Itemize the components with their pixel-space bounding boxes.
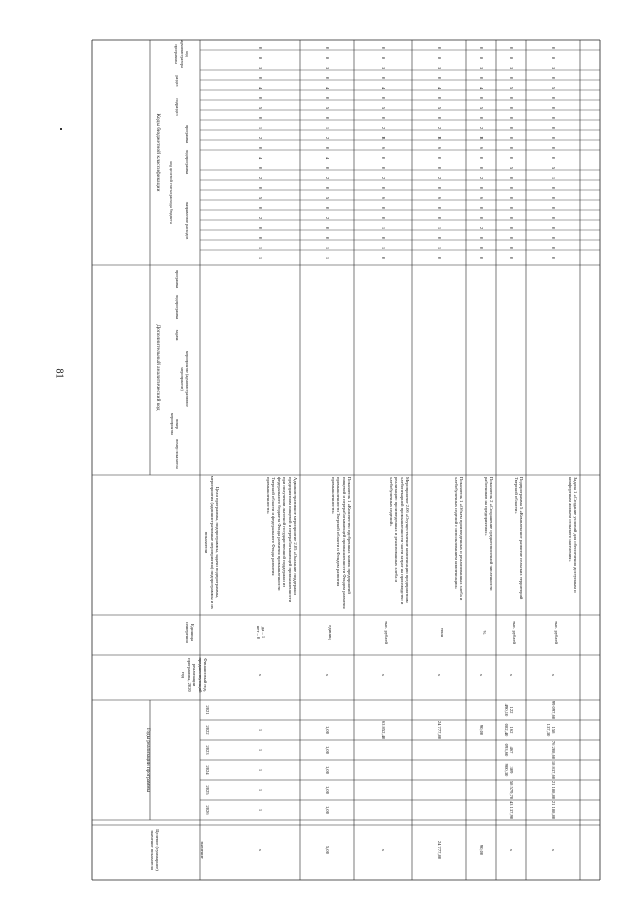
code-digit: 0 [381,96,386,100]
code-digit: 0 [325,96,330,100]
row-target: х [509,848,514,852]
row-base: х [509,673,514,677]
code-digit: 3 [509,66,514,70]
code-digit: 1 [258,126,263,130]
page-number: 81 [53,368,65,379]
code-digit: 3 [479,66,484,70]
code-digit: 3 [325,66,330,70]
code-digit: 0 [437,96,442,100]
code-digit: 6 [479,146,484,150]
row-name: Подпрограмма 5 «Комплексное развитие сельских территорий Тверской области» [513,477,524,601]
year-column-header: 2022 [205,725,210,735]
code-digit: 0 [258,206,263,210]
year-column-header: 2021 [205,705,210,715]
program-table [92,40,600,880]
code-digit: 0 [479,186,484,190]
code-digit: 0 [551,216,556,220]
row-year-value [434,700,442,720]
row-target: 24 777,80 [437,840,442,860]
row-year-value: 1 [258,728,263,732]
code-digit: 0 [551,246,556,250]
code-digit: 1 [437,246,442,250]
row-year-value: 90,00 [479,724,484,736]
code-digit: 5 [551,86,556,90]
code-digit: 0 [437,76,442,80]
code-digit: 0 [437,236,442,240]
row-year-value [322,700,330,720]
code-digit: 0 [479,156,484,160]
code-digit: 4 [437,86,442,90]
row-year-value: 21 188,80 [551,800,556,820]
code-digit: 8 [479,56,484,60]
code-digit: 5 [325,106,330,110]
code-digit: 8 [509,56,514,60]
code-digit: 0 [258,166,263,170]
row-target: 90,00 [479,844,484,856]
row-unit: тонн [440,627,445,638]
code-digit: 5 [258,106,263,110]
code-digit: 0 [325,236,330,240]
row-year-value: 76 208,60 [551,740,556,760]
code-digit: 0 [381,166,386,170]
header-ad-activity: мероприятие (административное мероприятие) [179,350,190,409]
code-digit: 1 [551,176,556,180]
code-digit: 0 [258,146,263,150]
code-digit: 0 [551,146,556,150]
code-digit: 0 [437,156,442,160]
code-digit: 0 [479,236,484,240]
code-digit: 0 [381,116,386,120]
code-digit: 5 [479,106,484,110]
code-digit: 0 [258,76,263,80]
code-digit: 0 [479,256,484,260]
code-digit: 0 [551,76,556,80]
code-digit: 2 [479,126,484,130]
code-digit: 5 [381,106,386,110]
code-digit: 0 [381,236,386,240]
code-digit: 8 [437,56,442,60]
code-digit: 8 [551,56,556,60]
code-digit: 1 [437,226,442,230]
code-digit: 0 [509,226,514,230]
row-year-value: 122 490,10 [503,703,514,717]
row-name: Административное мероприятие 2.05 «Оказание поддержки предприятиям пищевой и перерабатывающей промышленности при получении льготной государственной поддержки из федерального бюджета Фонда развития промышленности Тверской области и федерального Фонда развития промышленности» [265,477,298,604]
row-year-value: 21 188,80 [551,780,556,800]
header-ad-subprogram: подпрограмма [175,294,180,320]
code-digit: 0 [509,206,514,210]
row-name: Показатель 1 «Количество одобренных заявок предприятий пищевой и перерабатывающей промышленности Фондом развития промышленности Тверской области и Фондом развития промышленности» [330,477,352,610]
code-digit: 0 [551,106,556,110]
row-unit: единиц [328,625,333,640]
code-digit: 0 [551,186,556,190]
year-column-header: 2023 [205,745,210,755]
row-year-value: 63 852,40 [381,720,386,740]
code-digit: 0 [479,246,484,250]
row-name: Мероприятие 2.06 «Осуществление компенсации предприятиям хлебопекарной промышленности части затрат на производство и реализацию произведенных и реализованных хлеба и хлебобулочных изделий» [388,477,410,606]
code-digit: R [381,136,386,140]
code-digit: 3 [551,66,556,70]
header-section: раздел [175,75,180,87]
code-digit: 0 [509,116,514,120]
row-base: х [479,673,484,677]
code-digit: 0 [551,96,556,100]
code-digit: 8 [258,56,263,60]
code-digit: R [479,136,484,140]
code-digit: 4 [258,86,263,90]
code-digit: 0 [509,96,514,100]
code-digit: 1 [325,256,330,260]
code-digit: 1 [258,256,263,260]
code-digit: 6 [437,146,442,150]
header-target-article: код целевой статьи расхода бюджета [169,161,174,224]
row-year-value [378,780,386,800]
code-digit: 0 [479,96,484,100]
code-digit: 5 [325,196,330,200]
code-digit: 0 [437,116,442,120]
code-digit: 0 [551,136,556,140]
row-target: х [551,848,556,852]
code-digit: 0 [509,186,514,190]
code-digit: 0 [381,46,386,50]
row-year-value [476,800,484,820]
code-digit: 0 [258,186,263,190]
row-year-value: 158 137,30 [545,723,556,737]
code-digit: 6 [479,196,484,200]
header-budget-codes: Коды бюджетной классификации [155,113,161,192]
code-digit: 2 [381,176,386,180]
code-digit: 0 [325,226,330,230]
row-year-value [255,700,263,720]
code-digit: 1 [258,246,263,250]
header-target: Целевое (суммарное) значение показателя [149,829,160,872]
code-digit: 2 [479,176,484,180]
code-digit: R [437,136,442,140]
code-digit: 0 [258,226,263,230]
code-digit: 0 [479,76,484,80]
header-goals: Цели программы, подпрограммы, задачи подпрограммы, мероприятия (административные мероприятия) подпрограммы и их показатели [204,475,220,611]
header-ad-event-no: номер мероприятия [169,412,180,436]
code-digit: 0 [437,206,442,210]
header-unit: Единица измерения [184,622,195,643]
row-year-value [434,780,442,800]
code-digit: 0 [551,46,556,50]
row-year-value [378,740,386,760]
row-year-value: 1 [258,768,263,772]
code-digit: 2 [258,176,263,180]
code-digit: 0 [258,116,263,120]
code-digit: 0 [509,46,514,50]
code-digit: 0 [479,166,484,170]
row-unit: тыс. рублей [554,621,559,644]
code-digit: 6 [381,146,386,150]
row-year-value [476,760,484,780]
code-digit: 0 [479,116,484,120]
year-column-header: 2025 [205,785,210,795]
code-digit: 0 [551,206,556,210]
code-digit: 0 [381,256,386,260]
code-digit: 5 [437,106,442,110]
code-digit: 4 [325,156,330,160]
code-digit: 0 [381,206,386,210]
code-digit: 1 [381,246,386,250]
header-direction: направление расходов [185,201,190,240]
code-digit: 0 [325,166,330,170]
code-digit: 0 [258,96,263,100]
row-base: х [258,673,263,677]
header-base-year: Финансовый год, предшествующий реализации программы, 2020 год [181,657,208,694]
row-year-value: 162 082,40 [503,723,514,737]
code-digit: 8 [381,56,386,60]
code-digit: 0 [551,116,556,120]
header-subsection: подраздел [175,98,180,116]
code-digit: 0 [258,46,263,50]
rotated-table-content [92,40,600,880]
code-digit: 2 [258,136,263,140]
code-digit: 4 [479,86,484,90]
row-base: х [325,673,330,677]
code-digit: 8 [325,56,330,60]
row-year-value: 1,00 [325,725,330,735]
row-year-value [476,740,484,760]
code-digit: 0 [479,46,484,50]
header-additional-code: Дополнительный аналитический код [155,324,161,411]
header-ad-indicator: номер показателя [175,439,180,469]
code-digit: 0 [509,176,514,180]
code-digit: 2 [325,176,330,180]
code-digit: 0 [551,126,556,130]
code-digit: 1 [325,126,330,130]
row-year-value: 1,00 [325,745,330,755]
code-digit: 0 [509,196,514,200]
row-year-value: 58 579,70 [509,780,514,800]
header-admin-code: код администратора программы [174,40,190,69]
row-unit: тыс. рублей [384,621,389,644]
code-digit: 0 [509,256,514,260]
row-year-value: 18 837,60 [551,760,556,780]
code-digit: 4 [325,86,330,90]
code-digit: 5 [258,196,263,200]
code-digit: 0 [437,216,442,220]
row-target: х [381,848,386,852]
code-digit: 0 [509,216,514,220]
header-years: Годы реализации программы [145,727,151,793]
code-digit: 0 [258,236,263,240]
code-digit: 0 [509,136,514,140]
header-ad-program: программа [175,269,180,289]
row-year-value [476,700,484,720]
row-year-value [476,780,484,800]
code-digit: 5 [509,86,514,90]
code-digit: 0 [509,156,514,160]
code-digit: 0 [325,76,330,80]
row-year-value: 1,00 [325,765,330,775]
row-year-value: 99 097,60 [551,700,556,720]
code-digit: 0 [509,246,514,250]
code-digit: 6 [381,196,386,200]
scan-dot [60,128,62,130]
year-column-header: 2024 [205,765,210,775]
year-column-header: 2026 [205,805,210,815]
code-digit: 0 [551,156,556,160]
code-digit: 3 [381,66,386,70]
code-digit: 5 [551,166,556,170]
code-digit: 0 [437,166,442,170]
row-target: 5,00 [325,845,330,855]
code-digit: 0 [437,256,442,260]
code-digit: 0 [325,206,330,210]
code-digit: 0 [479,216,484,220]
row-year-value: 1 [258,808,263,812]
header-program: программа [185,124,190,144]
row-year-value: 309 900,30 [503,763,514,777]
row-base: х [437,673,442,677]
row-year-value: 1 [258,748,263,752]
row-target: х [258,848,263,852]
code-digit: 0 [325,46,330,50]
code-digit: 1 [381,226,386,230]
code-digit: 5 [509,166,514,170]
code-digit: 2 [325,136,330,140]
row-year-value: 43 137,90 [509,800,514,820]
code-digit: 2 [381,126,386,130]
row-name: Показатель 2 «Сохранение среднесписочной численности работников на предприятиях» [483,477,494,592]
code-digit: 4 [381,86,386,90]
code-digit: 0 [479,206,484,210]
code-digit: 3 [437,66,442,70]
row-year-value [434,800,442,820]
code-digit: 0 [509,146,514,150]
code-digit: 2 [437,126,442,130]
code-digit: 0 [381,156,386,160]
code-digit: 0 [437,186,442,190]
row-year-value: 1 [258,788,263,792]
code-digit: 0 [509,76,514,80]
code-digit: 0 [325,146,330,150]
row-year-value: 24 777,80 [437,720,442,740]
code-digit: 4 [258,156,263,160]
code-digit: 0 [381,186,386,190]
header-ad-task: задача [175,329,180,341]
row-unit: % [482,630,487,635]
code-digit: 0 [509,236,514,240]
code-digit: 6 [437,196,442,200]
row-year-value [434,760,442,780]
row-year-value: 1,00 [325,785,330,795]
code-digit: 0 [551,226,556,230]
row-year-value [378,800,386,820]
row-year-value [378,760,386,780]
code-digit: 0 [509,106,514,110]
code-digit: 1 [325,246,330,250]
code-digit: 0 [551,256,556,260]
code-digit: 2 [325,216,330,220]
code-digit: 2 [258,216,263,220]
code-digit: 2 [437,176,442,180]
row-base: х [551,673,556,677]
code-digit: 2 [479,226,484,230]
header-subprogram: подпрограмма [185,149,190,175]
row-year-value [434,740,442,760]
code-digit: 0 [325,186,330,190]
header-target-value: значение [200,841,205,859]
row-unit: да – 1 нет – 0 [255,625,266,640]
code-digit: 3 [258,66,263,70]
code-digit: 0 [509,126,514,130]
row-year-value [378,700,386,720]
code-digit: 0 [381,76,386,80]
row-name: Показатель 1 «Объем произведенных и реализованных хлеба и хлебобулочных изделий с использованием компенсации» [453,477,464,602]
row-year-value: 1,00 [325,805,330,815]
code-digit: 0 [551,236,556,240]
code-digit: 0 [381,216,386,220]
code-digit: 0 [325,116,330,120]
row-year-value: 467 093,60 [503,743,514,757]
row-unit: тыс. рублей [512,621,517,644]
row-base: х [381,673,386,677]
code-digit: 0 [437,46,442,50]
code-digit: 0 [551,196,556,200]
row-name: Задача 1 «Создание условий для обеспечения доступным и комфортным жильем сельского населения» [567,477,578,594]
